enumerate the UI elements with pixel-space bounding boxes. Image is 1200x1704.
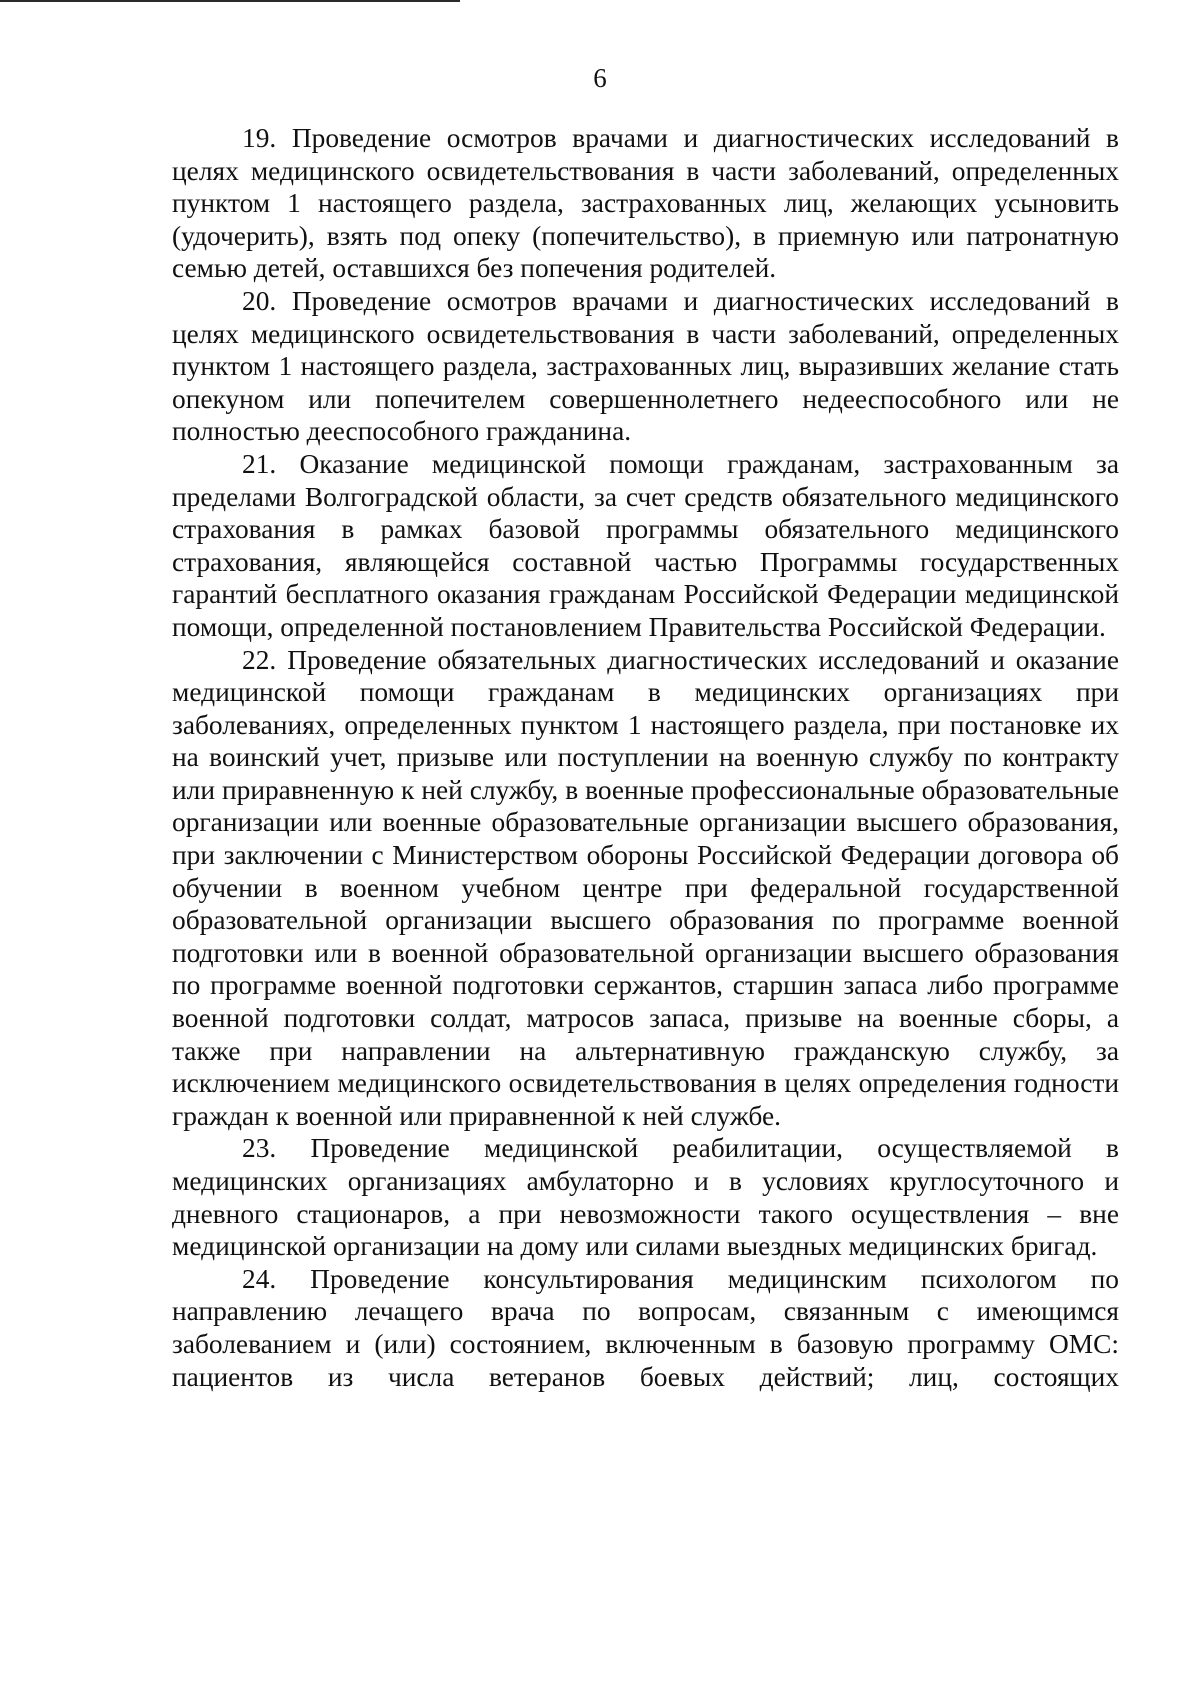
paragraph-24: 24. Проведение консультирования медицинским психологом по направлению лечащего врача по вопросам, связанным с имеющимся заболеванием и (или) состоянием, включенным в базовую программу ОМС: пациентов из числа ветеранов боевых действий; лиц, состоящих xyxy=(172,1263,1119,1392)
scan-edge-line xyxy=(0,0,460,2)
document-body xyxy=(172,122,1119,1393)
paragraph-19: 19. Проведение осмотров врачами и диагностических исследований в целях медицинского освидетельствования в части заболеваний, определенных пунктом 1 настоящего раздела, застрахованных лиц, желающих усыновить (удочерить), взять под опеку (попечительство), в приемную или патронатную семью детей, оставшихся без попечения родителей. xyxy=(172,123,1119,284)
paragraph-20: 20. Проведение осмотров врачами и диагностических исследований в целях медицинского освидетельствования в части заболеваний, определенных пунктом 1 настоящего раздела, застрахованных лиц, выразивших желание стать опекуном или попечителем совершеннолетнего недееспособного или не полностью дееспособного гражданина. xyxy=(172,285,1119,447)
paragraph-21: 21. Оказание медицинской помощи гражданам, застрахованным за пределами Волгоградской области, за счет средств обязательного медицинского страхования в рамках базовой программы обязательного медицинского страхования, являющейся составной частью Программы государственных гарантий бесплатного оказания гражданам Российской Федерации медицинской помощи, определенной постановлением Правительства Российской Федерации. xyxy=(172,448,1119,642)
paragraph-22: 22. Проведение обязательных диагностических исследований и оказание медицинской помощи гражданам в медицинских организациях при заболеваниях, определенных пунктом 1 настоящего раздела, при постановке их на воинский учет, призыве или поступлении на военную службу по контракту или приравненную к ней службу, в военные профессиональные образовательные организации или военные образовательные организации высшего образования, при заключении с Министерством обороны Российской Федерации договора об обучении в военном учебном центре при федеральной государственной образовательной организации высшего образования по программе военной подготовки или в военной образовательной организации высшего образования по программе военной подготовки сержантов, старшин запаса либо программе военной подготовки солдат, матросов запаса, призыве на военные сборы, а также при направлении на альтернативную гражданскую службу, за исключением медицинского освидетельствования в целях определения годности граждан к военной или приравненной к ней службе. xyxy=(172,644,1119,1131)
page-number: 6 xyxy=(593,63,607,93)
paragraph-23: 23. Проведение медицинской реабилитации, осуществляемой в медицинских организациях амбулаторно и в условиях круглосуточного и дневного стационаров, а при невозможности такого осуществления – вне медицинской организации на дому или силами выездных медицинских бригад. xyxy=(172,1133,1119,1262)
